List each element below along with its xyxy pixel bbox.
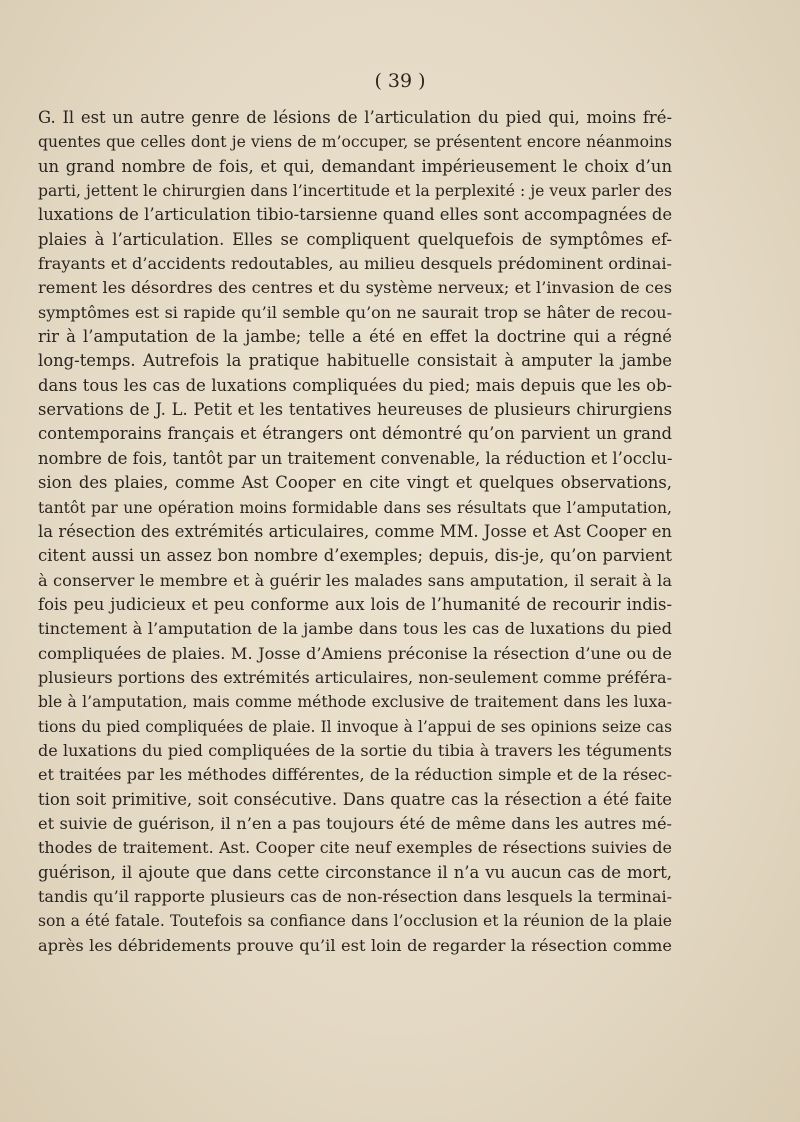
text-line: symptômes est si rapide qu’il semble qu’on ne saurait trop se hâter de recou- xyxy=(38,302,672,322)
text-line: la résection des extrémités articulaires, comme MM. Josse et Ast Cooper en xyxy=(38,521,672,541)
text-line: compliquées de plaies. M. Josse d’Amiens préconise la résection d’une ou de xyxy=(38,643,672,663)
text-line: frayants et d’accidents redoutables, au milieu desquels prédominent ordinai- xyxy=(38,254,672,274)
text-line: fois peu judicieux et peu conforme aux lois de l’humanité de recourir indis- xyxy=(38,594,672,614)
text-line: et suivie de guérison, il n’en a pas toujours été de même dans les autres mé- xyxy=(38,813,672,833)
text-line: tions du pied compliquées de plaie. Il invoque à l’appui de ses opinions seize cas xyxy=(38,717,672,736)
text-line: son a été fatale. Toutefois sa confiance dans l’occlusion et la réunion de la plaie xyxy=(38,912,672,931)
text-line: tantôt par une opération moins formidable dans ses résultats que l’amputation, xyxy=(38,498,672,517)
text-line: à conserver le membre et à guérir les malades sans amputation, il serait à la xyxy=(38,570,672,590)
text-line: un grand nombre de fois, et qui, demandant impérieusement le choix d’un xyxy=(38,156,672,176)
body-text xyxy=(38,106,672,958)
text-line: dans tous les cas de luxations compliquées du pied; mais depuis que les ob- xyxy=(38,375,672,395)
text-line: plusieurs portions des extrémités articulaires, non-seulement comme préféra- xyxy=(38,667,672,687)
text-line: luxations de l’articulation tibio-tarsienne quand elles sont accompagnées de xyxy=(38,205,672,225)
text-line: contemporains français et étrangers ont démontré qu’on parvient un grand xyxy=(38,424,672,444)
text-line: tinctement à l’amputation de la jambe dans tous les cas de luxations du pied xyxy=(38,619,672,639)
text-line: ble à l’amputation, mais comme méthode exclusive de traitement dans les luxa- xyxy=(38,693,672,712)
text-line: parti, jettent le chirurgien dans l’incertitude et la perplexité : je veux parler des xyxy=(38,182,672,201)
page-number: ( 39 ) xyxy=(374,70,426,92)
text-line: de luxations du pied compliquées de la sortie du tibia à travers les téguments xyxy=(38,740,672,760)
text-line: après les débridements prouve qu’il est loin de regarder la résection comme xyxy=(38,935,672,955)
text-line: et traitées par les méthodes différentes, de la réduction simple et de la résec- xyxy=(38,765,672,785)
text-line: sion des plaies, comme Ast Cooper en cite vingt et quelques observations, xyxy=(38,473,672,493)
text-line: nombre de fois, tantôt par un traitement convenable, la réduction et l’occlu- xyxy=(38,448,672,468)
text-line: tion soit primitive, soit consécutive. Dans quatre cas la résection a été faite xyxy=(38,789,672,809)
text-line: G. Il est un autre genre de lésions de l’articulation du pied qui, moins fré- xyxy=(38,108,672,127)
text-line: tandis qu’il rapporte plusieurs cas de non-résection dans lesquels la terminai- xyxy=(38,887,672,906)
text-line: citent aussi un assez bon nombre d’exemples; depuis, dis-je, qu’on parvient xyxy=(38,546,672,566)
text-line: plaies à l’articulation. Elles se compliquent quelquefois de symptômes ef- xyxy=(38,229,672,249)
text-line: rir à l’amputation de la jambe; telle a été en effet la doctrine qui a régné xyxy=(38,327,672,347)
text-line: guérison, il ajoute que dans cette circonstance il n’a vu aucun cas de mort, xyxy=(38,862,672,882)
text-line: servations de J. L. Petit et les tentatives heureuses de plusieurs chirurgiens xyxy=(38,400,672,420)
text-line: long-temps. Autrefois la pratique habituelle consistait à amputer la jambe xyxy=(38,351,672,371)
text-line: thodes de traitement. Ast. Cooper cite neuf exemples de résections suivies de xyxy=(38,838,672,858)
text-line: quentes que celles dont je viens de m’occuper, se présentent encore néanmoins xyxy=(38,133,672,152)
text-line: rement les désordres des centres et du système nerveux; et l’invasion de ces xyxy=(38,278,672,298)
